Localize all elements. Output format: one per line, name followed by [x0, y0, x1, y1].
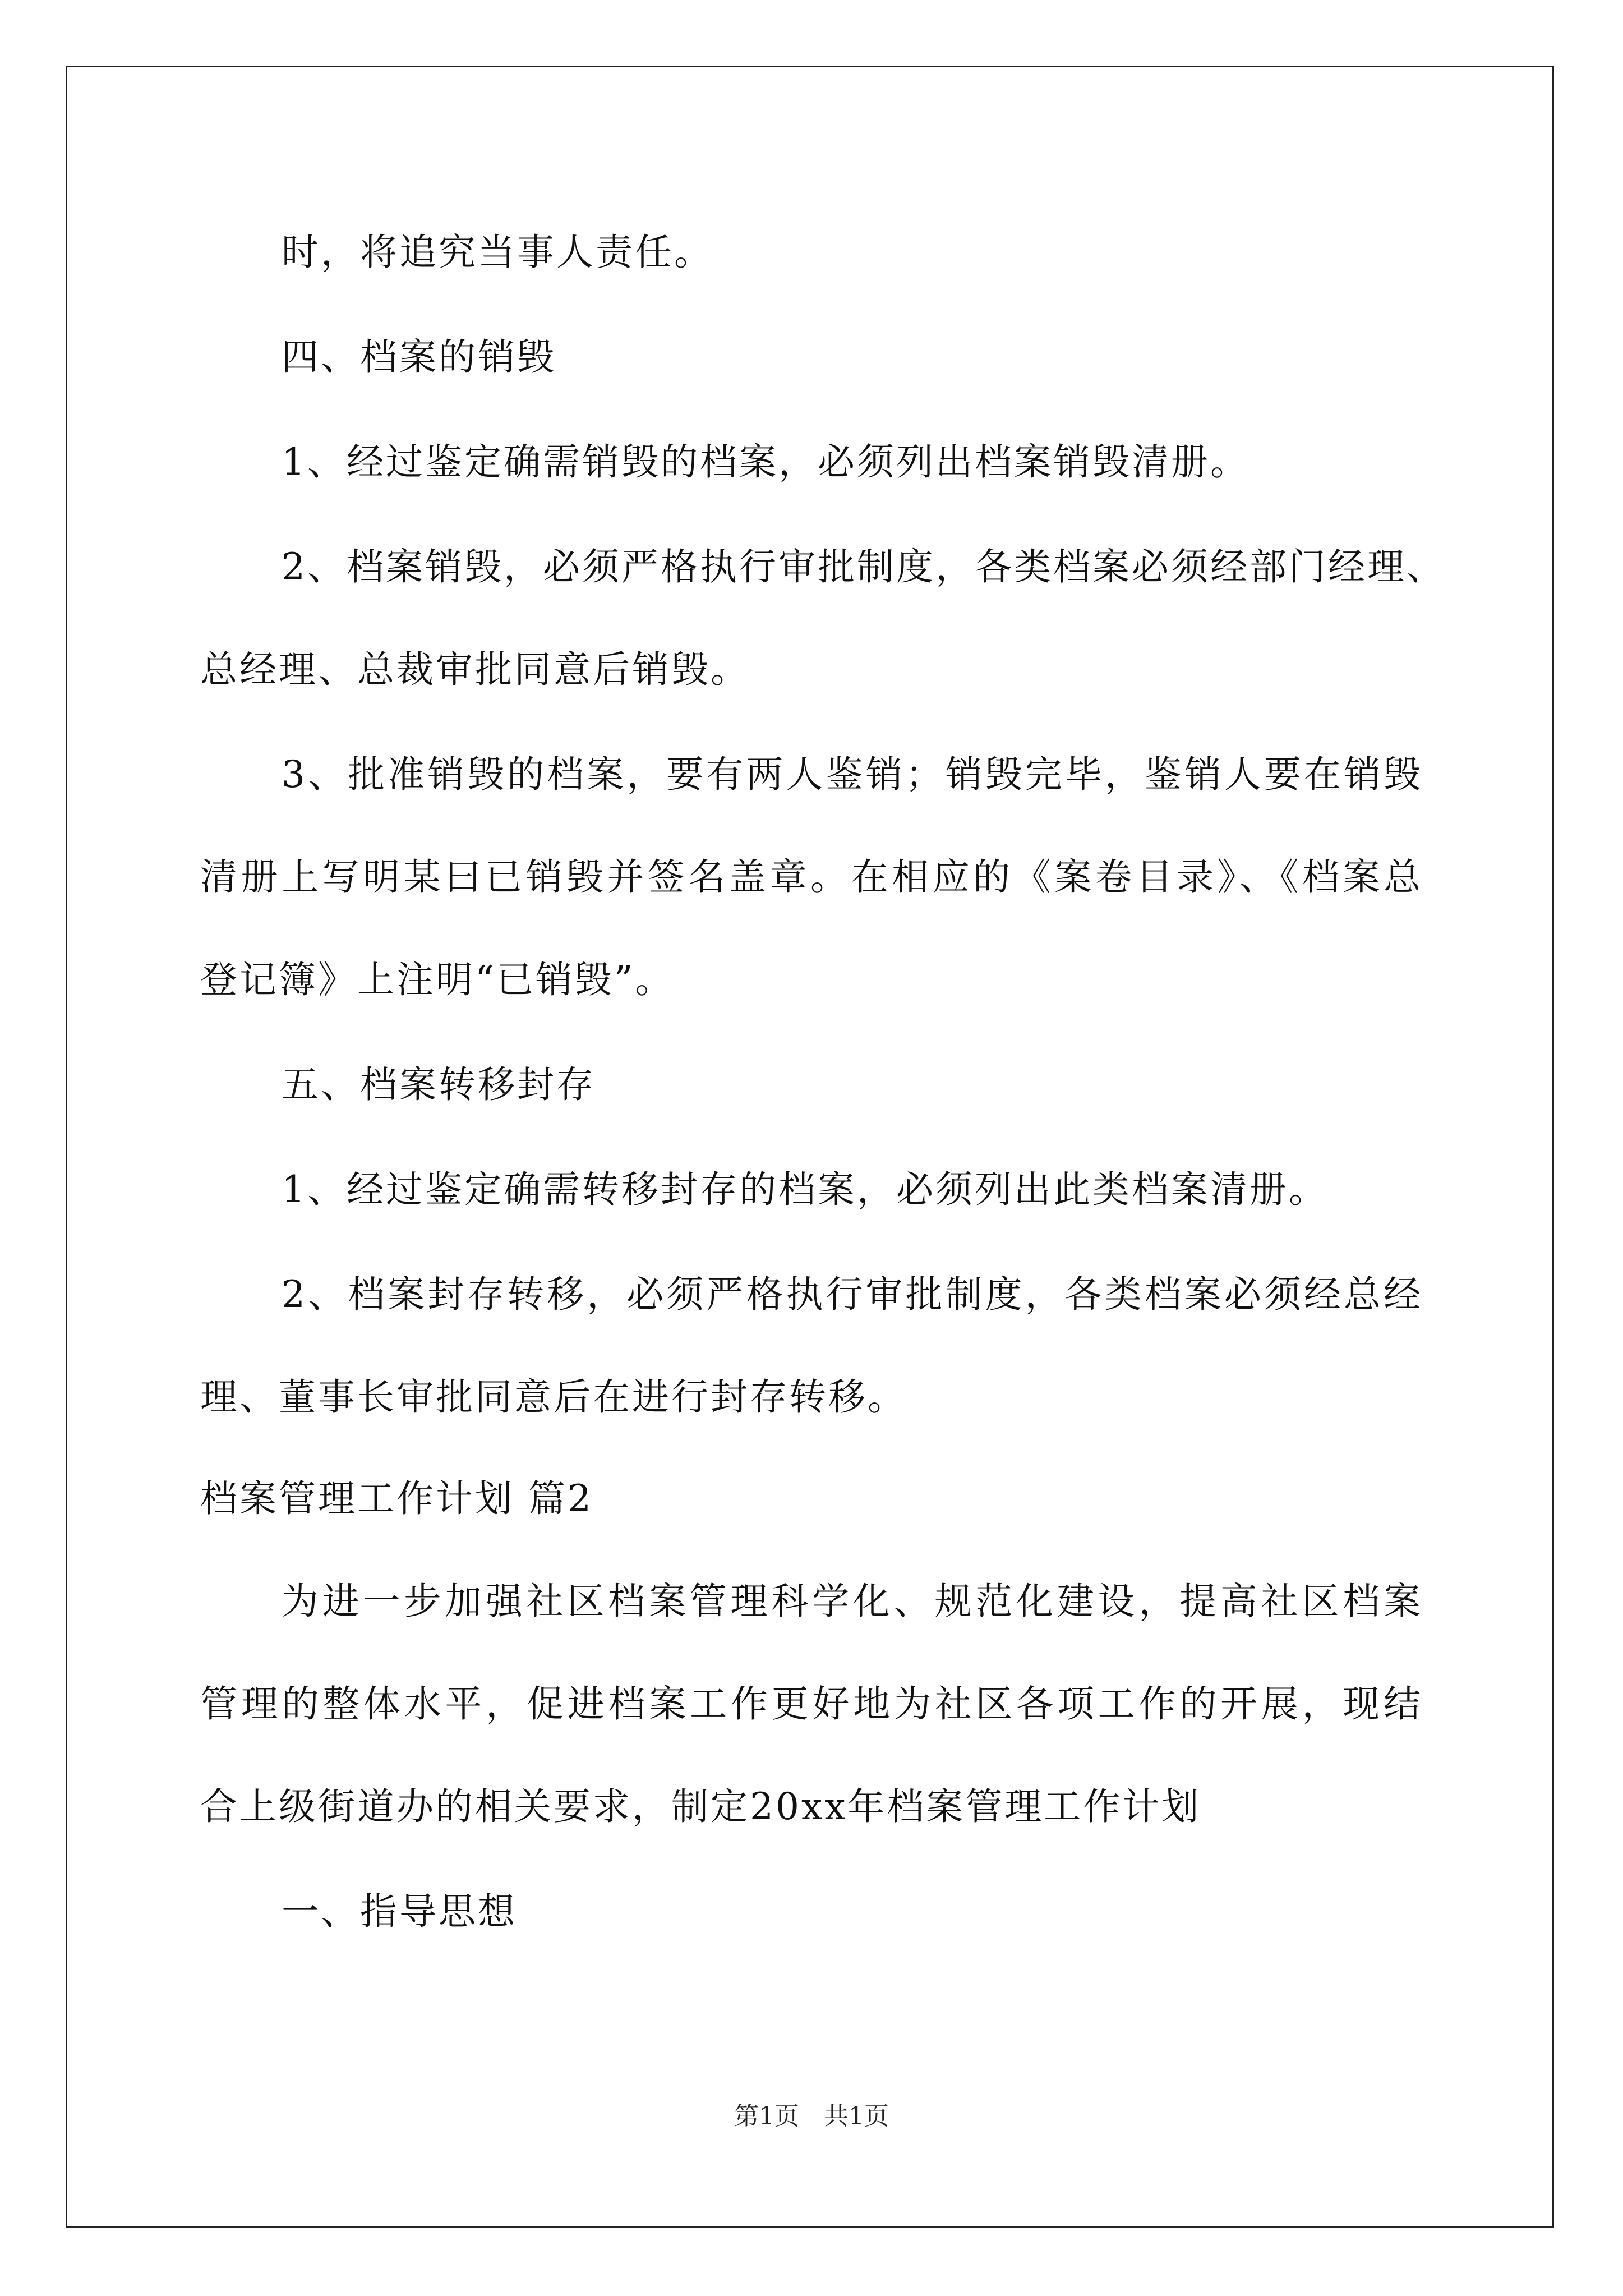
- paragraph-line: 管理的整体水平，促进档案工作更好地为社区各项工作的开展，现结: [200, 1682, 1423, 1726]
- paragraph-line: 总经理、总裁审批同意后销毁。: [200, 648, 750, 691]
- section-heading: 四、档案的销毁: [282, 335, 556, 379]
- section-heading: 一、指导思想: [282, 1890, 517, 1933]
- section-heading: 五、档案转移封存: [282, 1063, 596, 1106]
- page-number: 第1页 共1页: [734, 2102, 889, 2131]
- article-title: 档案管理工作计划 篇2: [200, 1477, 593, 1520]
- paragraph-line: 1、经过鉴定确需销毁的档案，必须列出档案销毁清册。: [282, 440, 1249, 484]
- paragraph-line: 登记簿》上注明“已销毁”。: [200, 958, 675, 1001]
- paragraph-line: 3、批准销毁的档案，要有两人鉴销；销毁完毕，鉴销人要在销毁: [282, 753, 1423, 796]
- page-footer: [0, 2100, 1623, 2133]
- paragraph-line: 理、董事长审批同意后在进行封存转移。: [200, 1375, 907, 1419]
- paragraph-line: 1、经过鉴定确需转移封存的档案，必须列出此类档案清册。: [282, 1168, 1328, 1211]
- paragraph-line: 时，将追究当事人责任。: [282, 231, 713, 274]
- paragraph-line: 为进一步加强社区档案管理科学化、规范化建设，提高社区档案: [282, 1580, 1423, 1623]
- paragraph-line: 2、档案销毁，必须严格执行审批制度，各类档案必须经部门经理、: [282, 545, 1446, 588]
- paragraph-line: 清册上写明某曰已销毁并签名盖章。在相应的《案卷目录》、《档案总: [200, 855, 1423, 899]
- paragraph-line: 合上级街道办的相关要求，制定20xx年档案管理工作计划: [200, 1785, 1201, 1828]
- paragraph-line: 2、档案封存转移，必须严格执行审批制度，各类档案必须经总经: [282, 1273, 1423, 1316]
